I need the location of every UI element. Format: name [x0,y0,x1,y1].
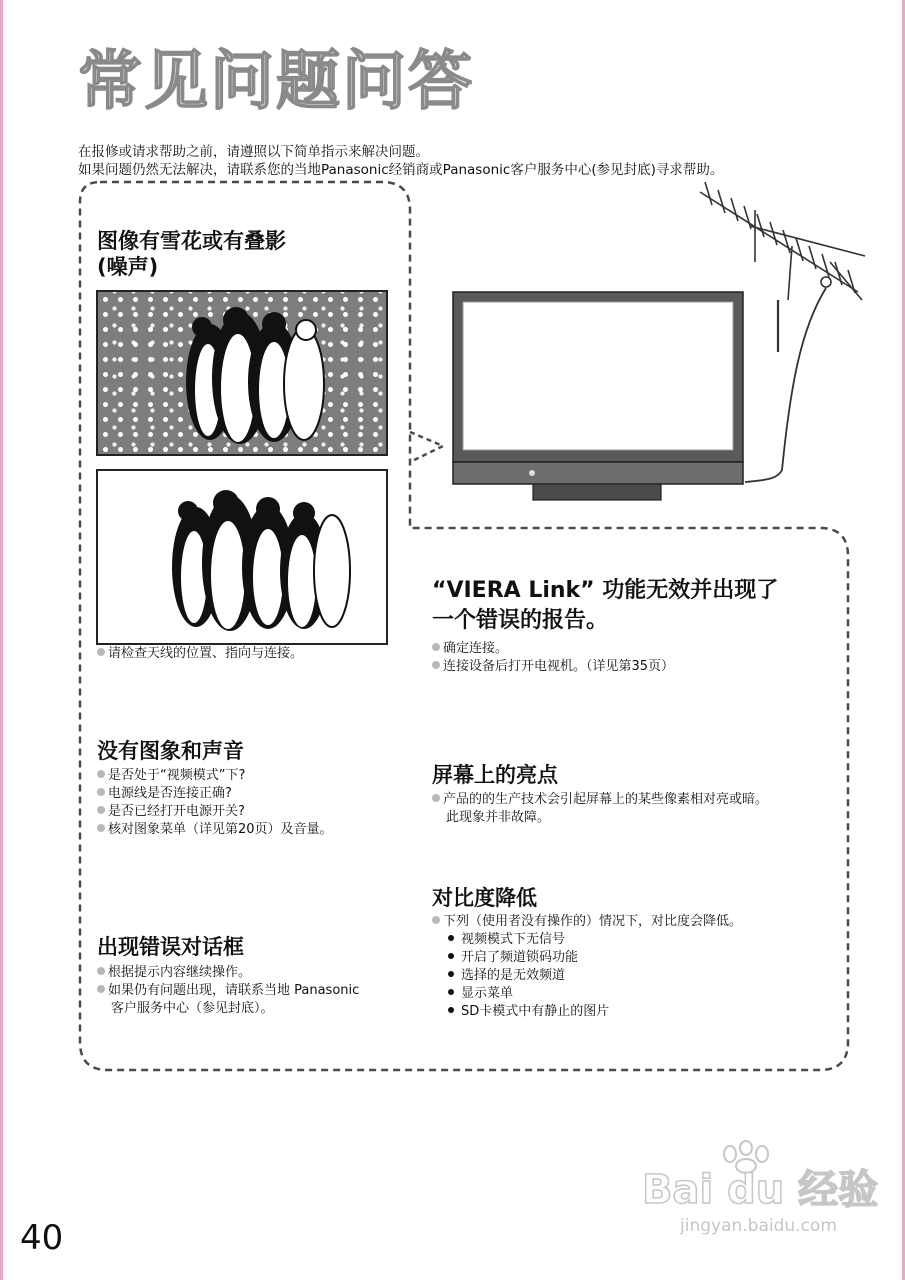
noise-list [97,645,303,663]
tv-icon [453,292,743,500]
contrast-bullet-5: SD卡模式中有静止的图片 [432,1003,742,1021]
error-dialog-item-1: 根据提示内容继续操作。 [97,964,359,982]
contrast-bullet-3: 选择的是无效频道 [432,967,742,985]
contrast-bullet-1: 视频模式下无信号 [432,931,742,949]
clear-picture-example [96,469,388,645]
noise-item-1: 请检查天线的位置、指向与连接。 [97,645,303,663]
bright-spots-list [432,791,768,827]
page-title: 常见问题问答 [78,45,474,119]
noise-heading-line-2: (噪声) [97,255,159,279]
no-picture-item-2: 电源线是否连接正确? [97,785,333,803]
no-picture-heading: 没有图象和声音 [97,739,244,763]
contrast-bullet-4: 显示菜单 [432,985,742,1003]
bright-spots-heading: 屏幕上的亮点 [432,763,558,787]
intro-line-1: 在报修或请求帮助之前，请遵照以下简单指示来解决问题。 [78,144,429,160]
bullet-icon [97,648,105,656]
no-picture-list [97,767,333,839]
black-bullet-icon [448,971,454,977]
speech-pointer [410,432,443,462]
intro-line-2: 如果问题仍然无法解决，请联系您的当地Panasonic经销商或Panasonic客户服务中心(参见封底)寻求帮助。 [78,162,724,178]
page-number: 40 [20,1218,64,1258]
no-picture-item-1: 是否处于“视频模式”下? [97,767,333,785]
black-bullet-icon [448,1007,454,1013]
bright-spots-item-1-cont: 此现象并非故障。 [446,810,551,825]
viera-link-item-2: 连接设备后打开电视机。（详见第35页） [432,658,674,676]
bullet-icon [97,985,105,993]
viera-link-list [432,640,674,676]
bullet-icon [432,794,440,802]
bullet-icon [97,770,105,778]
bullet-icon [432,661,440,669]
bullet-icon [97,788,105,796]
penguins-clear-image [98,471,386,643]
snowy-picture-example [96,290,388,456]
error-dialog-heading: 出现错误对话框 [97,935,244,959]
black-bullet-icon [448,953,454,959]
viera-link-item-1: 确定连接。 [432,640,674,658]
bullet-icon [432,916,440,924]
bullet-icon [97,806,105,814]
error-dialog-list [97,964,359,1018]
contrast-heading: 对比度降低 [432,886,537,910]
bright-spots-item-1: 产品的的生产技术会引起屏幕上的某些像素相对亮或暗。 [432,791,768,809]
contrast-list [432,913,742,1021]
error-dialog-item-2-cont: 客户服务中心（参见封底）。 [111,1001,274,1016]
contrast-bullet-2: 开启了频道锁码功能 [432,949,742,967]
baidu-watermark-url: jingyan.baidu.com [680,1216,837,1236]
penguins-noisy-image [98,292,386,454]
black-bullet-icon [448,989,454,995]
error-dialog-item-2: 如果仍有问题出现，请联系当地 Panasonic [97,982,359,1000]
viera-link-heading-line-1: “VIERA Link” 功能无效并出现了 [432,578,779,603]
bullet-icon [432,643,440,651]
viera-link-heading-line-2: 一个错误的报告。 [432,608,609,633]
no-picture-item-4: 核对图象菜单（详见第20页）及音量。 [97,821,333,839]
noise-heading [97,228,286,280]
black-bullet-icon [448,935,454,941]
baidu-watermark: Bai du 经验 [642,1167,879,1213]
viera-link-heading [432,576,778,636]
contrast-intro: 下列（使用者没有操作的）情况下，对比度会降低。 [432,913,742,931]
bullet-icon [97,824,105,832]
no-picture-item-3: 是否已经打开电源开关? [97,803,333,821]
bullet-icon [97,967,105,975]
noise-heading-line-1: 图像有雪花或有叠影 [97,229,286,253]
